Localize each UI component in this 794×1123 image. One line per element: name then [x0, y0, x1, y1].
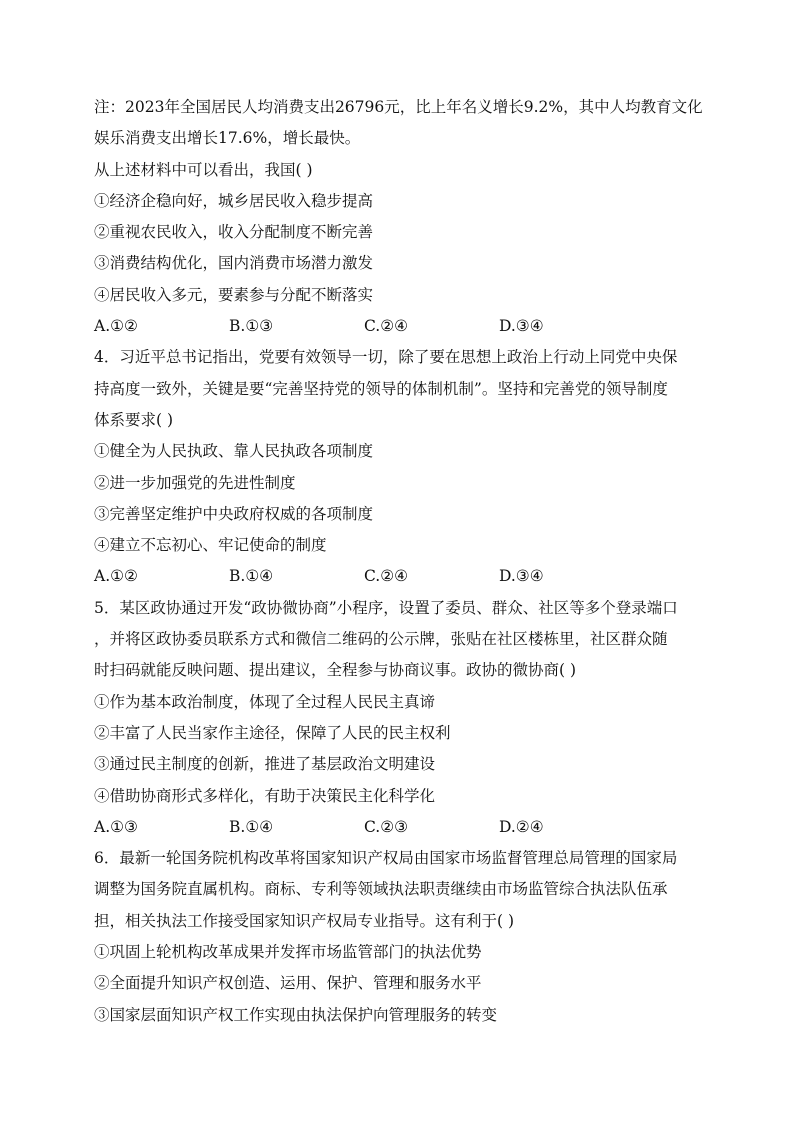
option-b: B.①④ — [229, 817, 274, 836]
statement-item: ①经济企稳向好，城乡居民收入稳步提高 — [94, 191, 374, 210]
note-line-2: 娱乐消费支出增长17.6%，增长最快。 — [94, 129, 361, 148]
statement-item: ②进一步加强党的先进性制度 — [94, 473, 296, 492]
statement-item: ③完善坚定维护中央政府权威的各项制度 — [94, 504, 374, 523]
question-4 — [94, 342, 706, 592]
statement-item: ②全面提升知识产权创造、运用、保护、管理和服务水平 — [94, 974, 482, 993]
answer-options — [94, 561, 706, 592]
question-stem: ，并将区政协委员联系方式和微信二维码的公示牌，张贴在社区楼栋里，社区群众随 — [94, 630, 668, 649]
statement-item: ④借助协商形式多样化，有助于决策民主化科学化 — [94, 786, 436, 805]
note-line-1: 注：2023年全国居民人均消费支出26796元，比上年名义增长9.2%，其中人均教育文化 — [94, 98, 703, 116]
option-b: B.①④ — [229, 567, 274, 586]
statement-item: ③消费结构优化，国内消费市场潜力激发 — [94, 254, 374, 273]
statement-item: ③国家层面知识产权工作实现由执法保护向管理服务的转变 — [94, 1005, 498, 1024]
question-stem: 持高度一致外，关键是要“完善坚持党的领导的体制机制”。坚持和完善党的领导制度 — [94, 379, 668, 398]
option-a: A.①② — [94, 567, 138, 586]
option-a: A.①③ — [94, 817, 138, 836]
option-c: C.②④ — [364, 317, 409, 336]
option-d: D.③④ — [499, 317, 544, 336]
question-6 — [94, 843, 706, 1031]
option-d: D.③④ — [499, 567, 544, 586]
option-d: D.②④ — [499, 817, 544, 836]
option-c: C.②④ — [364, 567, 409, 586]
option-c: C.②③ — [364, 817, 409, 836]
statement-item: ②丰富了人民当家作主途径，保障了人民的民主权利 — [94, 723, 451, 742]
document-page — [94, 92, 706, 1031]
question-stem: 时扫码就能反映问题、提出建议，全程参与协商议事。政协的微协商( ) — [94, 661, 577, 680]
question-stem: 5．某区政协通过开发“政协微协商”小程序，设置了委员、群众、社区等多个登录端口 — [94, 598, 678, 617]
answer-options — [94, 311, 706, 342]
question-stem: 体系要求( ) — [94, 410, 174, 429]
statement-item: ③通过民主制度的创新，推进了基层政治文明建设 — [94, 755, 436, 774]
statement-item: ②重视农民收入，收入分配制度不断完善 — [94, 223, 374, 242]
question-stem: 从上述材料中可以看出，我国( ) — [94, 160, 313, 179]
option-b: B.①③ — [229, 317, 274, 336]
question-stem: 担，相关执法工作接受国家知识产权局专业指导。这有利于( ) — [94, 911, 515, 930]
question-stem: 4．习近平总书记指出，党要有效领导一切，除了要在思想上政治上行动上同党中央保 — [94, 348, 678, 367]
question-3 — [94, 155, 706, 343]
answer-options — [94, 812, 706, 843]
option-a: A.①② — [94, 317, 138, 336]
statement-item: ①健全为人民执政、靠人民执政各项制度 — [94, 442, 374, 461]
statement-item: ④建立不忘初心、牢记使命的制度 — [94, 536, 327, 555]
note-block — [94, 92, 706, 155]
statement-item: ④居民收入多元，要素参与分配不断落实 — [94, 285, 374, 304]
statement-item: ①巩固上轮机构改革成果并发挥市场监管部门的执法优势 — [94, 943, 482, 962]
question-stem: 6．最新一轮国务院机构改革将国家知识产权局由国家市场监督管理总局管理的国家局 — [94, 849, 678, 868]
question-5 — [94, 593, 706, 843]
question-stem: 调整为国务院直属机构。商标、专利等领域执法职责继续由市场监管综合执法队伍承 — [94, 880, 668, 899]
statement-item: ①作为基本政治制度，体现了全过程人民民主真谛 — [94, 692, 436, 711]
